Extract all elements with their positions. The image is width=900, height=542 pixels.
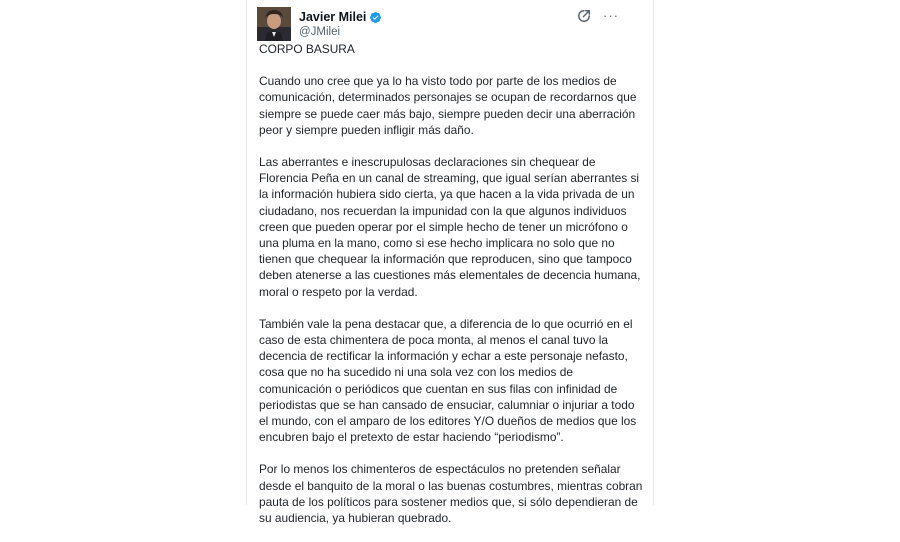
author-handle[interactable]: @JMilei — [299, 26, 341, 38]
header-actions — [577, 9, 619, 23]
verified-badge-icon — [369, 11, 382, 24]
tweet-header — [257, 7, 643, 43]
tweet-paragraph: También vale la pena destacar que, a diferencia de lo que ocurrió en el caso de esta chimentera de poca monta, al menos el canal tuvo la decencia de rectificar la información y echar a este personaje nefasto, cosa que no ha sucedido ni una sola vez con los medios de comunicación o periódicos que cuentan en sus filas con infinidad de periodistas que se han cansado de ensuciar, calumniar o injuriar a todo el mundo, con el amparo de los editores Y/O dueños de medios que los encubren bajo el pretexto de estar haciendo “periodismo”. — [259, 316, 637, 445]
more-options-icon[interactable]: ··· — [603, 8, 619, 23]
avatar[interactable] — [257, 7, 291, 41]
tweet-card — [246, 0, 654, 526]
grok-icon[interactable] — [577, 9, 591, 23]
tweet-paragraph-title: CORPO BASURA — [259, 42, 355, 56]
avatar-image — [257, 7, 291, 41]
tweet-paragraph: Las aberrantes e inescrupulosas declaraciones sin chequear de Florencia Peña en un canal de streaming, que igual serían aberrantes si la información hubiera sido cierta, ya que hacen a la vida privada de un ciudadano, nos recuerdan la impunidad con la que algunos individuos creen que pueden operar por el simple hecho de tener un micrófono o una pluma en la mano, como si ese hecho implicara no solo que no tienen que chequear la información que reproducen, sino que tampoco deben atenerse a las cuestiones más elementales de decencia humana, moral o respeto por la verdad. — [259, 155, 641, 299]
author-names — [299, 9, 382, 40]
display-name-row — [299, 9, 382, 25]
tweet-text — [259, 41, 643, 542]
tweet-paragraph: Por lo menos los chimenteros de espectáculos no pretenden señalar desde el banquito de la moral o las buenas costumbres, mientras cobran pauta de los políticos para sostener medios que, si sólo dependieran de su audiencia, ya hubieran quebrado. — [259, 462, 643, 526]
tweet-paragraph: Cuando uno cree que ya lo ha visto todo por parte de los medios de comunicación, determinados personajes se ocupan de recordarnos que siempre se puede caer más bajo, siempre pueden decir una aberración peor y siempre pueden infligir más daño. — [259, 74, 637, 137]
author-display-name[interactable]: Javier Milei — [299, 10, 367, 24]
